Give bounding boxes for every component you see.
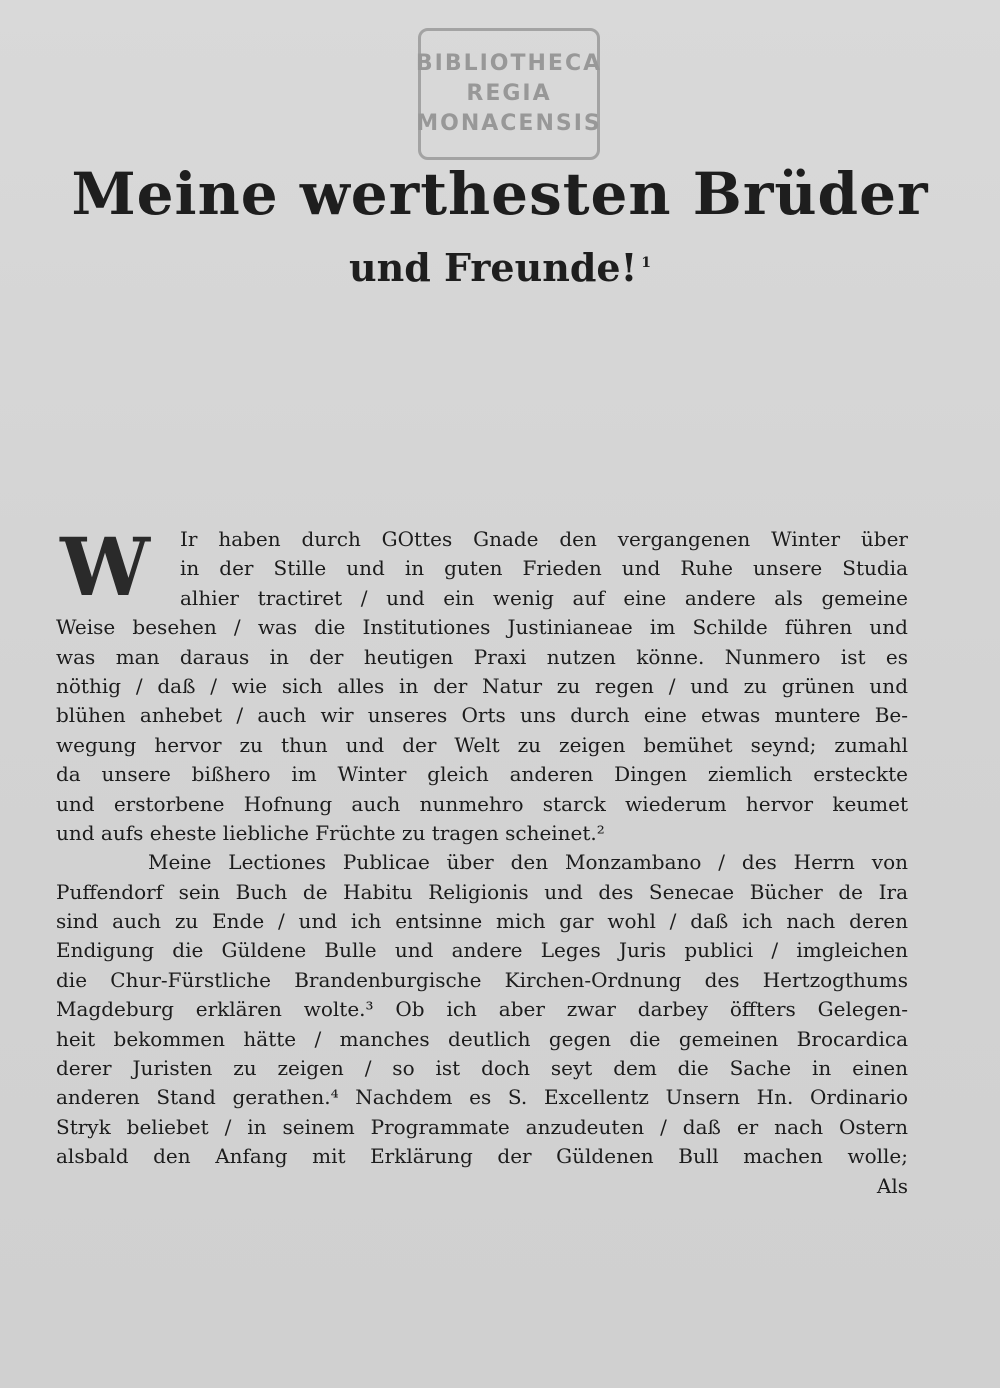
stamp-line: MONACENSIS bbox=[416, 111, 602, 136]
text-line: Stryk beliebet / in seinem Programmate anzudeuten / daß er nach Ostern bbox=[56, 1114, 908, 1139]
library-stamp bbox=[415, 28, 603, 160]
body-text bbox=[56, 520, 908, 1201]
text-line: wegung hervor zu thun und der Welt zu zeigen bemühet seynd; zumahl bbox=[56, 732, 908, 757]
page-title: Meine werthesten Brüder bbox=[71, 160, 929, 228]
text-line: alsbald den Anfang mit Erklärung der Güldenen Bull machen wolle; bbox=[56, 1144, 908, 1169]
text-line: blühen anhebet / auch wir unseres Orts uns durch eine etwas muntere Be- bbox=[56, 703, 908, 728]
text-line: Ir haben durch GOttes Gnade den vergangenen Winter über bbox=[180, 527, 908, 551]
page-subtitle bbox=[0, 245, 1000, 290]
text-line: und erstorbene Hofnung auch nunmehro starck wiederum hervor keumet bbox=[56, 791, 908, 816]
text-line: nöthig / daß / wie sich alles in der Natur zu regen / und zu grünen und bbox=[56, 673, 908, 698]
text-line: Endigung die Güldene Bulle und andere Leges Juris publici / imgleichen bbox=[56, 938, 908, 963]
text-line: Meine Lectiones Publicae über den Monzambano / des Herrn von bbox=[148, 850, 908, 875]
text-line: und aufs eheste liebliche Früchte zu tragen scheinet.² bbox=[56, 820, 605, 845]
text-line: Magdeburg erklären wolte.³ Ob ich aber zwar darbey öffters Gelegen- bbox=[56, 997, 908, 1022]
text-line: Puffendorf sein Buch de Habitu Religionis und des Senecae Bücher de Ira bbox=[56, 879, 908, 904]
text-line: in der Stille und in guten Frieden und Ruhe unsere Studia bbox=[180, 556, 908, 581]
drop-cap: W bbox=[60, 520, 150, 614]
text-line: sind auch zu Ende / und ich entsinne mich gar wohl / daß ich nach deren bbox=[56, 909, 908, 934]
stamp-line: REGIA bbox=[466, 81, 552, 106]
text-line: alhier tractiret / und ein wenig auf eine andere als gemeine bbox=[180, 585, 908, 610]
text-line: die Chur-Fürstliche Brandenburgische Kirchen-Ordnung des Hertzogthums bbox=[56, 967, 908, 992]
stamp-line: BIBLIOTHECA bbox=[415, 51, 603, 76]
text-line: anderen Stand gerathen.⁴ Nachdem es S. Excellentz Unsern Hn. Ordinario bbox=[56, 1085, 908, 1110]
text-line: derer Juristen zu zeigen / so ist doch seyt dem die Sache in einen bbox=[56, 1056, 908, 1081]
text-line: Weise besehen / was die Institutiones Justinianeae im Schilde führen und bbox=[56, 615, 908, 640]
text-line: was man daraus in der heutigen Praxi nutzen könne. Nunmero ist es bbox=[56, 644, 908, 669]
footnote-marker: 1 bbox=[641, 255, 651, 272]
text-line: heit bekommen hätte / manches deutlich gegen die gemeinen Brocardica bbox=[56, 1026, 908, 1051]
catchword: Als bbox=[876, 1173, 908, 1198]
text-line: da unsere bißhero im Winter gleich anderen Dingen ziemlich ersteckte bbox=[56, 762, 908, 787]
subtitle-text: und Freunde! bbox=[349, 245, 638, 290]
